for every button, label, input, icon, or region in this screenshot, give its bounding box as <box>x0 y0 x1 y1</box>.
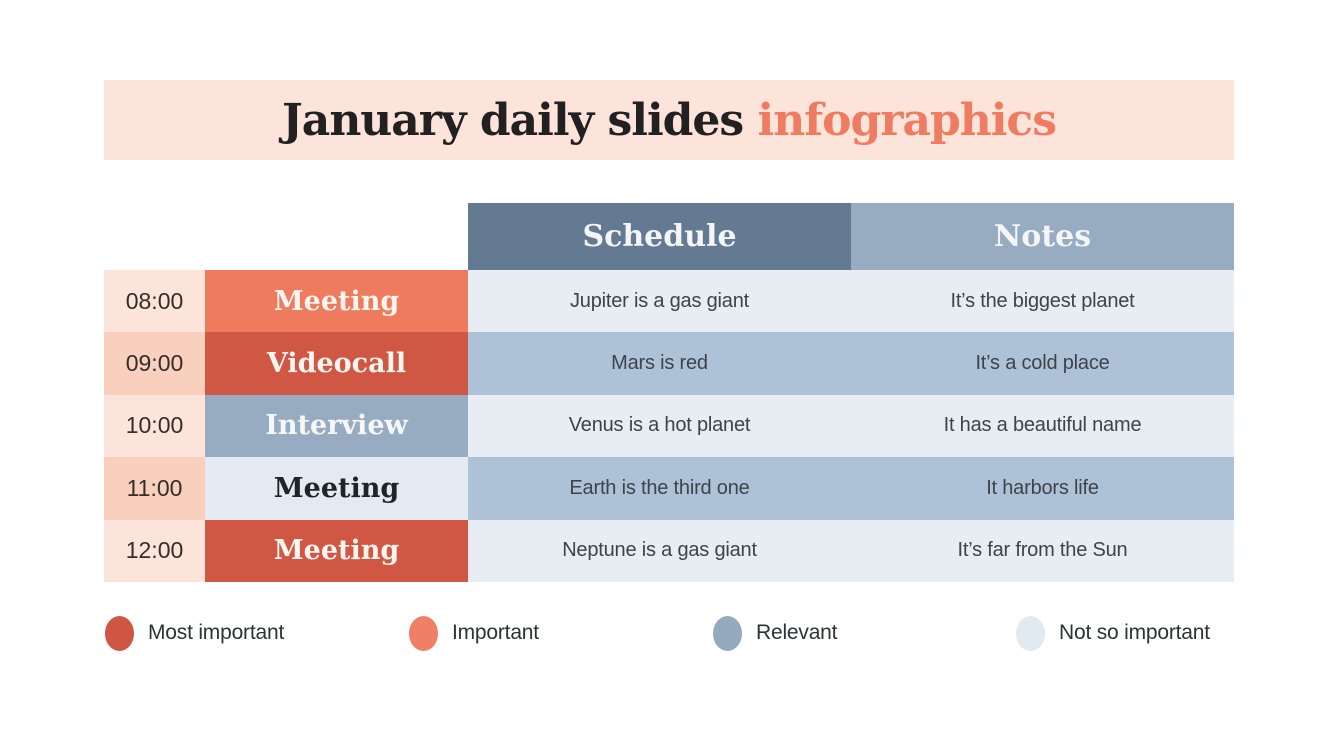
notes-cell: It’s the biggest planet <box>851 270 1234 332</box>
schedule-cell: Neptune is a gas giant <box>468 520 851 582</box>
column-header-notes: Notes <box>851 203 1234 270</box>
legend-item-most-important <box>105 615 284 651</box>
event-cell: Videocall <box>205 332 468 394</box>
schedule-cell: Jupiter is a gas giant <box>468 270 851 332</box>
table-row <box>104 395 1234 457</box>
legend-color-dot <box>1016 616 1045 651</box>
legend-label: Most important <box>148 621 285 644</box>
legend <box>104 615 1234 651</box>
schedule-cell: Mars is red <box>468 332 851 394</box>
title-banner <box>104 80 1234 160</box>
time-cell: 11:00 <box>104 457 205 519</box>
notes-cell: It harbors life <box>851 457 1234 519</box>
title-main-text: January daily slides <box>281 94 758 146</box>
event-cell: Meeting <box>205 520 468 582</box>
title-accent-text: infographics <box>757 94 1056 146</box>
column-header-schedule: Schedule <box>468 203 851 270</box>
table-row <box>104 332 1234 394</box>
table-header-row <box>468 203 1234 270</box>
notes-cell: It’s a cold place <box>851 332 1234 394</box>
page-title <box>282 95 1056 146</box>
schedule-cell: Earth is the third one <box>468 457 851 519</box>
table-row <box>104 520 1234 582</box>
legend-color-dot <box>105 616 134 651</box>
legend-color-dot <box>713 616 742 651</box>
notes-cell: It’s far from the Sun <box>851 520 1234 582</box>
event-cell: Interview <box>205 395 468 457</box>
legend-color-dot <box>409 616 438 651</box>
table-body <box>104 270 1234 582</box>
schedule-cell: Venus is a hot planet <box>468 395 851 457</box>
legend-item-important <box>409 615 539 651</box>
table-row <box>104 270 1234 332</box>
time-cell: 08:00 <box>104 270 205 332</box>
time-cell: 10:00 <box>104 395 205 457</box>
time-cell: 09:00 <box>104 332 205 394</box>
legend-item-not-so-important <box>1016 615 1210 651</box>
notes-cell: It has a beautiful name <box>851 395 1234 457</box>
legend-label: Relevant <box>756 621 838 644</box>
event-cell: Meeting <box>205 270 468 332</box>
legend-label: Important <box>452 621 539 644</box>
time-cell: 12:00 <box>104 520 205 582</box>
schedule-table <box>104 203 1234 582</box>
table-row <box>104 457 1234 519</box>
legend-label: Not so important <box>1059 621 1210 644</box>
legend-item-relevant <box>713 615 837 651</box>
event-cell: Meeting <box>205 457 468 519</box>
